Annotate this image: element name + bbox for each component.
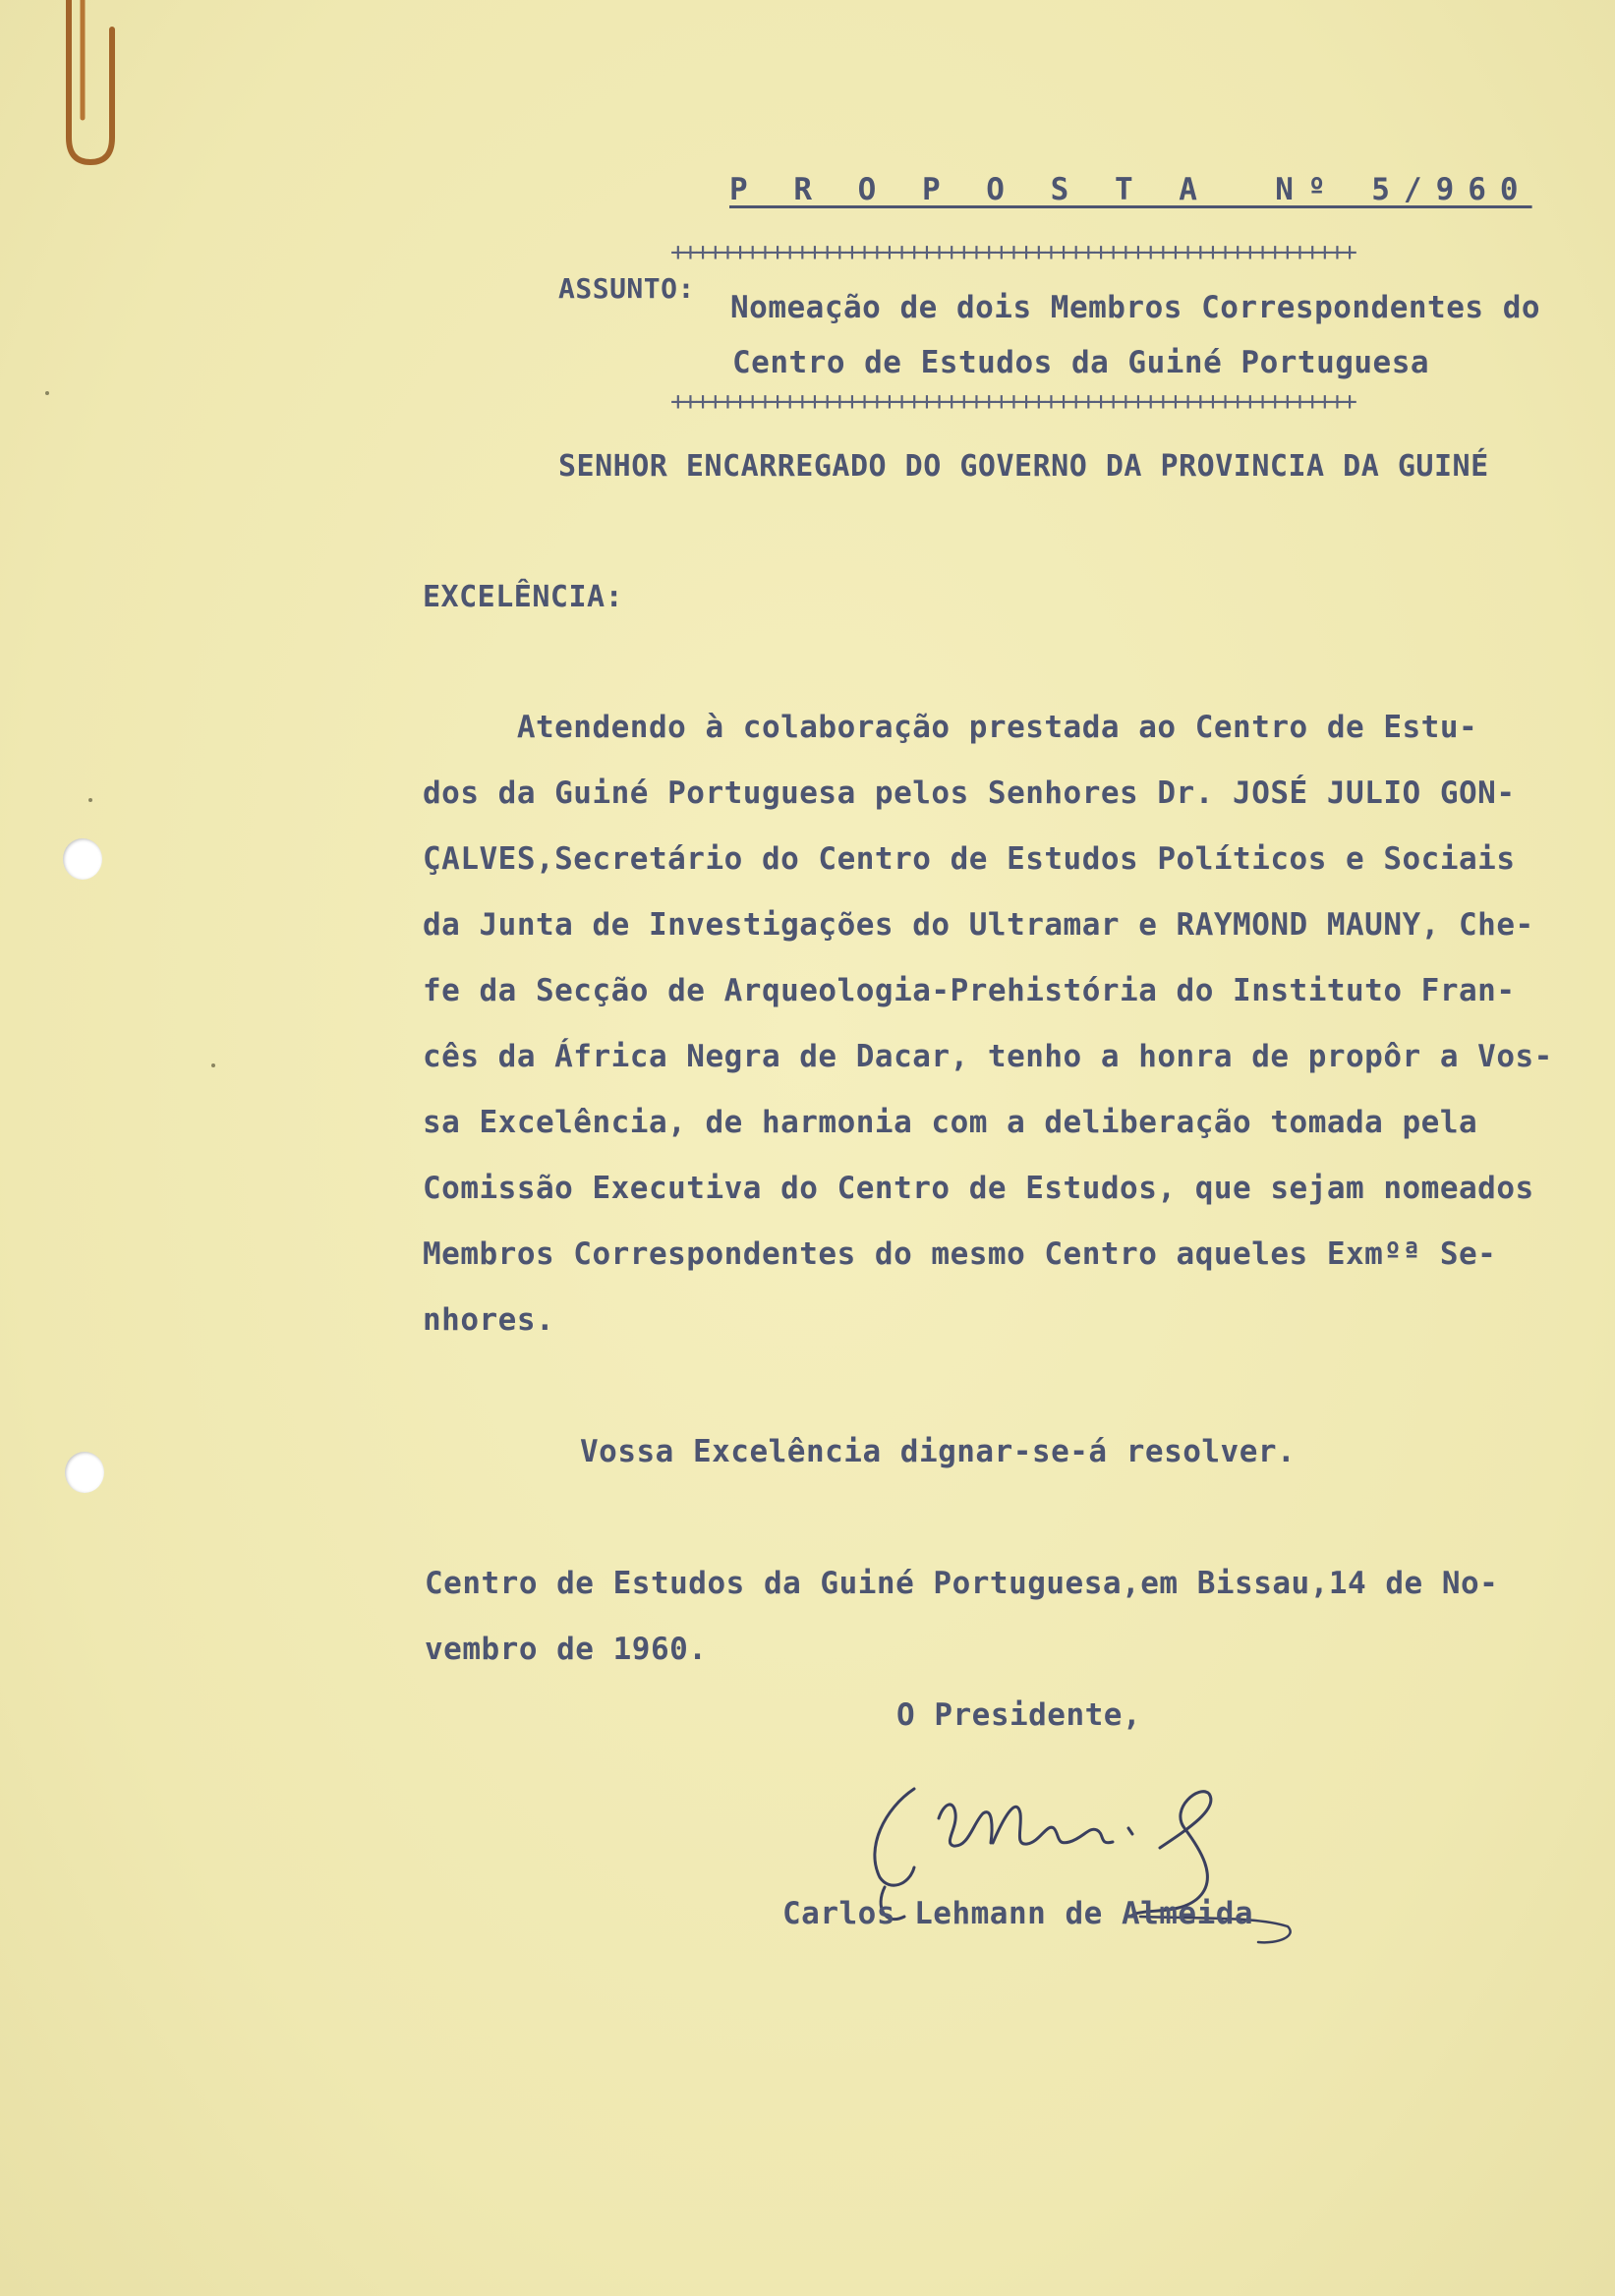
paper-speck <box>88 798 92 802</box>
salutation: EXCELÊNCIA: <box>423 580 624 614</box>
addressee: SENHOR ENCARREGADO DO GOVERNO DA PROVINCIA DA GUINÉ <box>558 449 1489 484</box>
punch-hole-top <box>63 838 102 880</box>
subject-line-1: Nomeação de dois Membros Correspondentes do <box>730 290 1541 325</box>
punch-hole-bottom <box>65 1452 104 1493</box>
body-line: cês da África Negra de Dacar, tenho a honra de propôr a Vos- <box>423 1039 1553 1074</box>
body-line: sa Excelência, de harmonia com a deliberação tomada pela <box>423 1105 1478 1140</box>
body-line: Atendendo à colaboração prestada ao Centro de Estu- <box>423 710 1478 745</box>
paper-speck <box>211 1063 215 1067</box>
document-title: P R O P O S T A Nº 5/960 <box>729 172 1532 207</box>
body-line: fe da Secção de Arqueologia-Prehistória do Instituto Fran- <box>423 973 1516 1008</box>
paperclip-icon <box>49 0 128 177</box>
body-line: nhores. <box>423 1302 555 1338</box>
rule-bottom: +++++++++++++++++++++++++++++++++++++++++++++++++++++++ <box>670 389 1355 415</box>
place-date-line-2: vembro de 1960. <box>425 1632 708 1667</box>
subject-line-2: Centro de Estudos da Guiné Portuguesa <box>732 345 1430 380</box>
place-date-line-1: Centro de Estudos da Guiné Portuguesa,em Bissau,14 de No- <box>425 1566 1499 1601</box>
closing-formula: Vossa Excelência dignar-se-á resolver. <box>580 1434 1297 1469</box>
body-line: Comissão Executiva do Centro de Estudos, que sejam nomeados <box>423 1171 1534 1206</box>
body-line: da Junta de Investigações do Ultramar e RAYMOND MAUNY, Che- <box>423 907 1534 943</box>
body-line: Membros Correspondentes do mesmo Centro aqueles Exmºª Se- <box>423 1236 1497 1272</box>
paper-speck <box>45 391 49 395</box>
rule-top: +++++++++++++++++++++++++++++++++++++++++++++++++++++++ <box>670 240 1355 265</box>
body-line: ÇALVES,Secretário do Centro de Estudos Políticos e Sociais <box>423 841 1516 877</box>
subject-label: ASSUNTO: <box>558 272 695 305</box>
body-line: dos da Guiné Portuguesa pelos Senhores Dr. JOSÉ JULIO GON- <box>423 775 1516 811</box>
signatory-name: Carlos Lehmann de Almeida <box>782 1896 1254 1931</box>
signatory-title: O Presidente, <box>896 1697 1142 1733</box>
